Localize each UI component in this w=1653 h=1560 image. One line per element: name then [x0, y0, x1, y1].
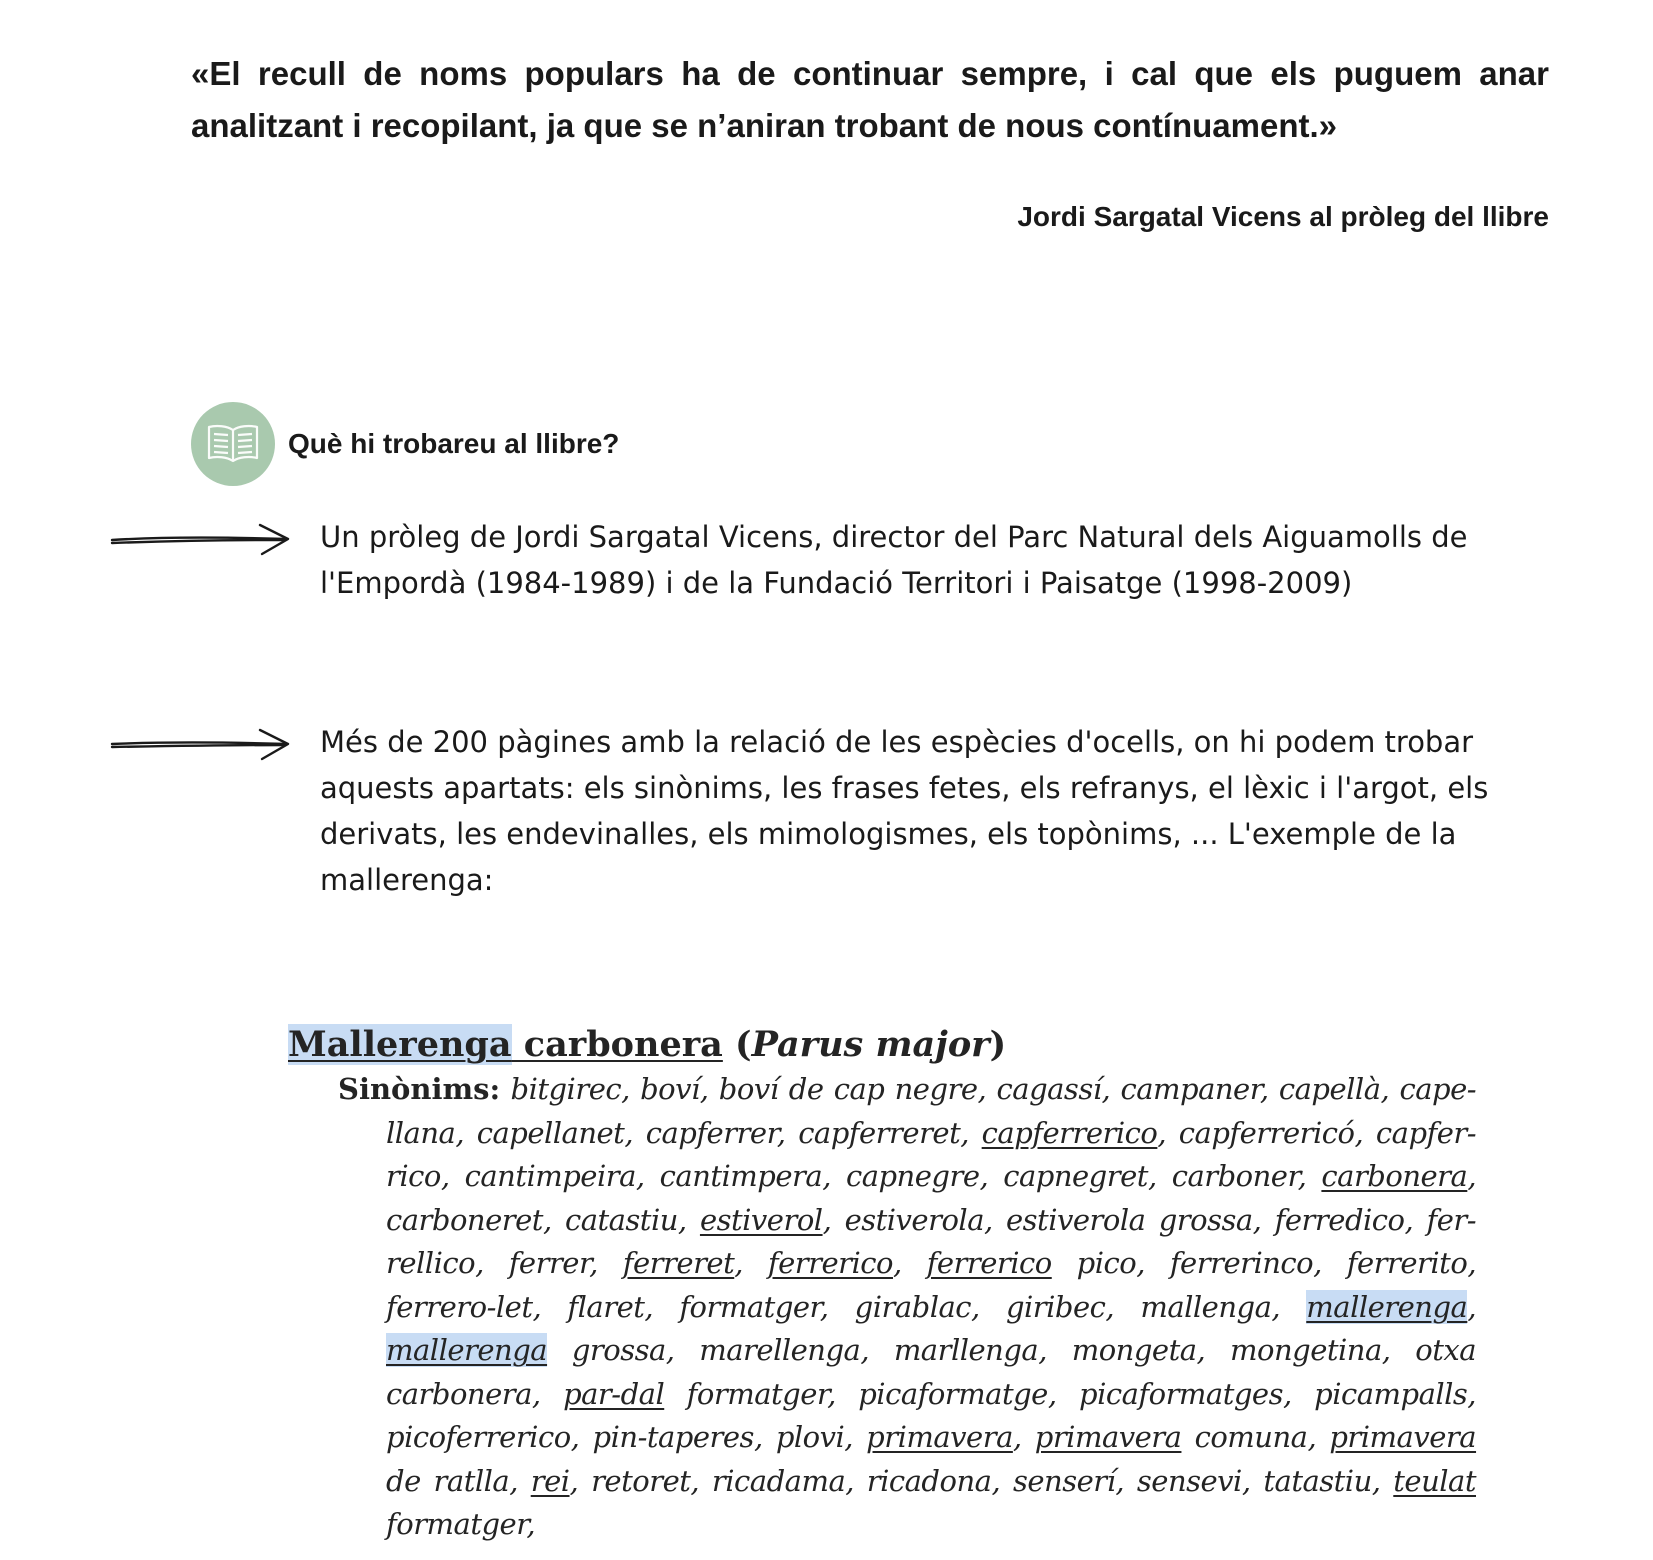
synonym-word: mallenga	[1140, 1289, 1272, 1324]
synonym-word: capnegre	[845, 1159, 980, 1193]
synonym-word: otxa carbonera	[386, 1333, 1477, 1411]
synonym-word: comuna	[1194, 1420, 1308, 1454]
bullet-text: Un pròleg de Jordi Sargatal Vicens, director del Parc Natural dels Aiguamolls de l'Empordà (1984-1989) i de la Fundació Territori i Paisatge (1998-2009)	[320, 520, 1468, 600]
synonym-word: capnegret	[1003, 1159, 1148, 1193]
synonym-word: capferreret	[798, 1115, 961, 1150]
synonym-word: capferrerico	[981, 1115, 1158, 1150]
synonym-word: formatger	[386, 1507, 527, 1541]
synonym-word: cape-llana	[386, 1072, 1477, 1150]
synonym-word: teulat	[1393, 1463, 1476, 1498]
synonym-word: ferrerito	[1346, 1246, 1468, 1280]
synonym-word: retoret	[591, 1463, 691, 1498]
synonym-word: tatastiu	[1263, 1463, 1372, 1498]
synonym-word: pico	[1076, 1246, 1137, 1280]
synonym-word: bitgirec	[510, 1072, 622, 1106]
synonym-word: mongetina	[1230, 1333, 1382, 1367]
synonym-word: ferrer	[508, 1246, 590, 1280]
synonym-word: estiverola	[844, 1202, 984, 1237]
synonym-word: ferrerinco	[1169, 1246, 1314, 1280]
synonym-word: senserí	[1012, 1463, 1116, 1498]
synonym-word: estiverol	[699, 1202, 823, 1237]
synonym-word: ferrerico	[926, 1246, 1052, 1280]
excerpt-title: Mallerenga carbonera (Parus major)	[288, 1024, 1007, 1065]
synonym-word: ferrero-let	[386, 1289, 533, 1324]
synonym-word: capellanet	[476, 1115, 625, 1150]
synonym-word: picampalls	[1314, 1376, 1468, 1411]
synonym-word: par-dal	[563, 1376, 665, 1411]
synonym-word: boví de cap negre	[718, 1072, 978, 1106]
synonym-word: capfer-rico	[386, 1115, 1477, 1193]
synonym-word: marellenga	[699, 1333, 861, 1367]
synonym-word: formatger	[686, 1376, 828, 1411]
synonym-word: picaformatge	[858, 1376, 1048, 1411]
title-rest: carbonera	[511, 1024, 723, 1065]
synonym-word: rei	[530, 1463, 570, 1498]
synonym-word: giribec	[1005, 1289, 1106, 1324]
synonym-word: formatger	[679, 1289, 820, 1324]
hand-drawn-arrow-icon	[110, 522, 292, 556]
synonym-word: mallerenga	[386, 1333, 548, 1367]
title-highlight: Mallerenga	[288, 1024, 512, 1065]
synonym-word: sensevi	[1136, 1463, 1242, 1498]
book-excerpt-image	[286, 1020, 1477, 1541]
synonym-word: flaret	[567, 1289, 645, 1324]
synonym-word: ricadama	[711, 1463, 846, 1498]
synonym-word: ferrerico	[767, 1246, 893, 1280]
synonym-word: marllenga	[893, 1333, 1039, 1367]
synonym-word: capferrer	[645, 1115, 777, 1150]
synonym-word: carboner	[1171, 1159, 1298, 1193]
synonym-word: picoferrerico	[386, 1420, 571, 1454]
synonym-word: cantimpeira	[464, 1159, 636, 1193]
synonym-word: de ratlla	[386, 1463, 510, 1498]
synonym-word: cagassí	[996, 1072, 1102, 1106]
synonym-word: capferrericó	[1178, 1115, 1355, 1150]
synonym-word: grossa	[571, 1333, 666, 1367]
synonym-word: capellà	[1278, 1072, 1381, 1106]
synonym-word: picaformatges	[1079, 1376, 1283, 1411]
synonym-word: fer-rellico	[386, 1202, 1477, 1280]
synonym-word: cantimpera	[659, 1159, 823, 1193]
synonyms-paragraph	[338, 1068, 1476, 1547]
section-title: Què hi trobareu al llibre?	[288, 428, 620, 459]
open-book-icon	[191, 402, 275, 486]
bullet-text: Més de 200 pàgines amb la relació de les espècies d'ocells, on hi podem trobar aquests apartats: els sinònims, les frases fetes, els refranys, el lèxic i l'argot, els derivats, les endevinalles, els mimologismes, els topònims, ... L'exemple de la mallerenga:	[320, 725, 1489, 897]
synonym-word: primavera	[1329, 1420, 1477, 1454]
synonym-word: ferredico	[1274, 1202, 1405, 1237]
synonym-word: mallerenga	[1306, 1289, 1468, 1324]
synonym-word: mongeta	[1071, 1333, 1197, 1367]
synonym-word: ferreret	[622, 1246, 735, 1280]
synonym-word: primavera	[1034, 1420, 1182, 1454]
synonym-word: plovi	[775, 1420, 845, 1454]
synonyms-label: Sinònims:	[338, 1072, 501, 1106]
synonym-word: catastiu	[564, 1202, 678, 1237]
synonym-word: girablac	[854, 1289, 972, 1324]
synonym-word: estiverola grossa	[1006, 1202, 1253, 1237]
synonym-word: primavera	[866, 1420, 1013, 1454]
latin-name: Parus major	[751, 1024, 990, 1065]
synonyms-list: bitgirec, boví, boví de cap negre, cagassí, campaner, capellà, cape-llana, capellanet, capferrer, capferreret, capferrerico, capferrericó, capfer-rico, cantimpeira, cantimpera, capnegre, capnegret, carboner, carbonera, carboneret, catastiu, estiverol, estiverola, estiverola grossa, ferredico, fer-rellico, ferrer, ferreret, ferrerico, ferrerico pico, ferrerinco, ferrerito, ferrero-let, flaret, formatger, girablac, giribec, mallenga, mallerenga, mallerenga grossa, marellenga, marllenga, mongeta, mongetina, otxa carbonera, par-dal formatger, picaformatge, picaformatges, picampalls, picoferrerico, pin-taperes, plovi, primavera, primavera comuna, primavera de ratlla, rei, retoret, ricadama, ricadona, senserí, sensevi, tatastiu, teulat formatger,	[386, 1072, 1477, 1541]
pull-quote: «El recull de noms populars ha de continuar sempre, i cal que els puguem anar analitzant i recopilant, ja que se n’aniran trobant de nous contínuament.»	[191, 55, 1549, 144]
synonym-word: campaner	[1120, 1072, 1260, 1106]
synonym-word: carbonera	[1321, 1159, 1468, 1193]
synonym-word: boví	[640, 1072, 700, 1106]
synonym-word: ricadona	[866, 1463, 992, 1498]
hand-drawn-arrow-icon	[110, 727, 292, 761]
synonym-word: pin-taperes	[592, 1420, 754, 1454]
synonym-word: carboneret	[386, 1202, 543, 1237]
quote-attribution: Jordi Sargatal Vicens al pròleg del llibre	[1017, 201, 1549, 232]
